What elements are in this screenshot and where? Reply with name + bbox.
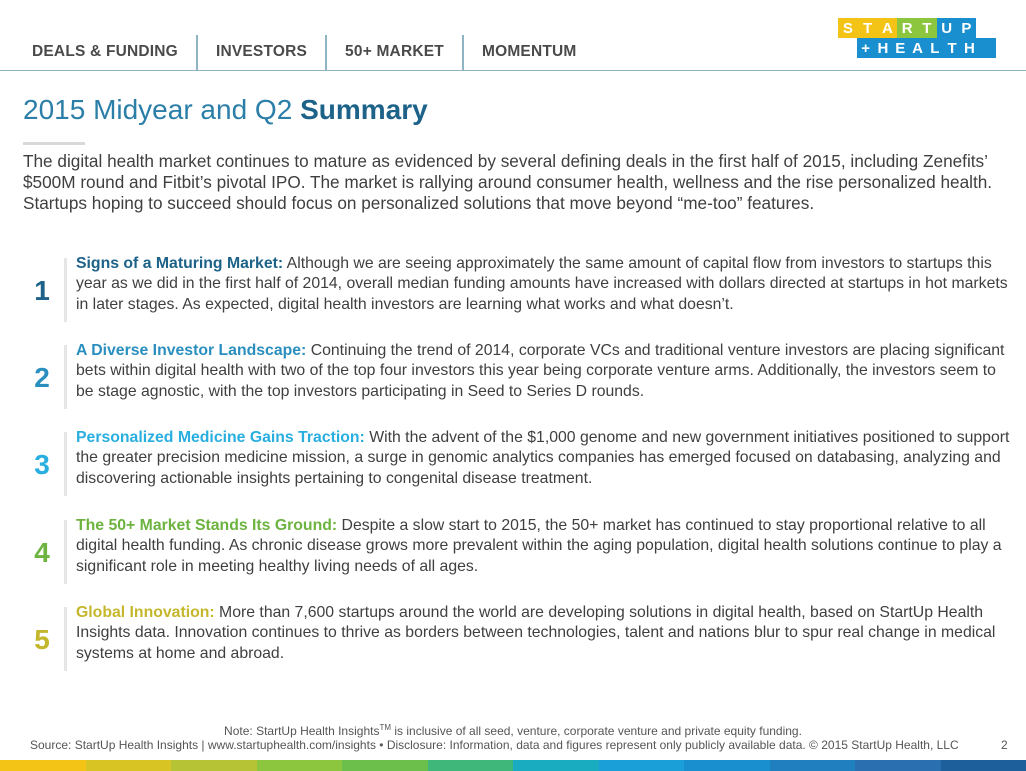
summary-item-4 [27,517,1007,590]
item-body: With the advent of the $1,000 genome and new government initiatives positioned to support the greater precision medicine mission, a surge in genomic analytics companies has emerged focused on databasing, analyzing and discovering actionable insights pertaining to congenital disease treatment. [76,429,1010,487]
item-divider [64,258,67,322]
logo-letter: + [861,39,871,57]
page-title-bold: Summary [300,94,428,125]
logo-letter: H [964,39,975,57]
logo-letter: L [930,39,940,57]
stripe-segment [0,760,86,771]
item-number: 4 [34,537,50,568]
nav-tabs [14,35,595,70]
logo-row-health [857,38,996,58]
item-body: Continuing the trend of 2014, corporate VCs and traditional venture investors are placing significant bets within digital health with two of the top four investors this year being corporate venture arms. Additionally, the investors seem to be stage agnostic, with the top investors participating in Seed to Series D rounds. [76,342,1005,400]
item-divider [64,520,67,584]
item-divider [64,345,67,409]
stripe-segment [941,760,1026,771]
summary-item-1 [27,255,1008,328]
stripe-segment [770,760,856,771]
logo-letter: H [877,39,889,57]
tab-momentum[interactable]: MOMENTUM [481,43,577,60]
item-divider [64,432,67,496]
trademark: TM [379,723,392,732]
stripe-segment [855,760,941,771]
summary-item-5 [27,604,1007,677]
item-heading: Signs of a Maturing Market: [76,255,284,272]
item-text [76,516,1016,577]
item-divider [64,607,67,671]
summary-item-2 [27,342,1007,415]
logo-letter: E [895,39,906,57]
footnote-pre: Note: StartUp Health Insights [224,724,380,738]
tab-investors[interactable]: INVESTORS [215,43,308,60]
source-disclosure: Source: StartUp Health Insights | www.startuphealth.com/insights • Disclosure: Information, data and figures represent only publicly available data. © 2015 StartUp Health, LLC [30,738,959,752]
item-body: Although we are seeing approximately the same amount of capital flow from investors to startups this year as we did in the first half of 2014, overall median funding amounts have increased with dollars directed at startups in hot markets in later stages. As expected, digital health investors are learning what works and what doesn’t. [76,255,1008,313]
stripe-segment [599,760,685,771]
item-heading: The 50+ Market Stands Its Ground: [76,517,338,534]
color-stripe [0,760,1026,771]
stripe-segment [342,760,428,771]
stripe-segment [257,760,343,771]
logo-letter: S [838,18,858,38]
item-number: 1 [34,275,50,306]
title-underline [23,142,85,145]
footnote [0,723,1026,738]
stripe-segment [428,760,514,771]
item-text [76,603,1016,664]
stripe-segment [684,760,770,771]
item-heading: A Diverse Investor Landscape: [76,342,307,359]
tab-deals-funding[interactable]: DEALS & FUNDING [32,43,178,60]
page-number: 2 [1001,738,1008,752]
footnote-post: is inclusive of all seed, venture, corporate venture and private equity funding. [391,724,802,738]
logo-letter: U [937,18,957,38]
stripe-segment [86,760,172,771]
item-number: 2 [34,362,50,393]
logo-letter: A [912,39,923,57]
logo-letter: T [917,18,937,38]
item-number: 3 [34,449,50,480]
item-heading: Global Innovation: [76,604,215,621]
stripe-segment [513,760,599,771]
intro-paragraph: The digital health market continues to mature as evidenced by several defining deals in the first half of 2015, including Zenefits’ $500M round and Fitbit’s pivotal IPO. The market is rallying around consumer health, wellness and the rise personalized health. Startups hoping to succeed should focus on personalized solutions that move beyond “me-too” features. [23,151,993,213]
logo-row-startup [838,18,996,38]
logo-letter: R [897,18,917,38]
logo-letter: T [947,39,957,57]
item-heading: Personalized Medicine Gains Traction: [76,429,365,446]
item-body: More than 7,600 startups around the world are developing solutions in digital health, based on StartUp Health Insights data. Innovation continues to thrive as borders between technologies, talent and nations blur to spur real change in medical systems at home and abroad. [76,604,996,662]
stripe-segment [171,760,257,771]
page-title [23,94,428,126]
item-text [76,254,1016,315]
item-number: 5 [34,624,50,655]
summary-item-3 [27,429,1010,502]
page-title-light: 2015 Midyear and Q2 [23,94,301,125]
tab-50-plus-market[interactable]: 50+ MARKET [345,43,444,60]
item-text [76,341,1016,402]
startup-health-logo [838,18,996,58]
logo-letter: T [858,18,878,38]
logo-letter: A [878,18,898,38]
item-text [76,428,1016,489]
logo-letter: P [957,18,977,38]
item-body: Despite a slow start to 2015, the 50+ market has continued to stay proportional relative to all digital health funding. As chronic disease grows more prevalent within the aging population, digital health solutions continue to play a significant role in meeting healthy living needs of all ages. [76,517,1002,575]
